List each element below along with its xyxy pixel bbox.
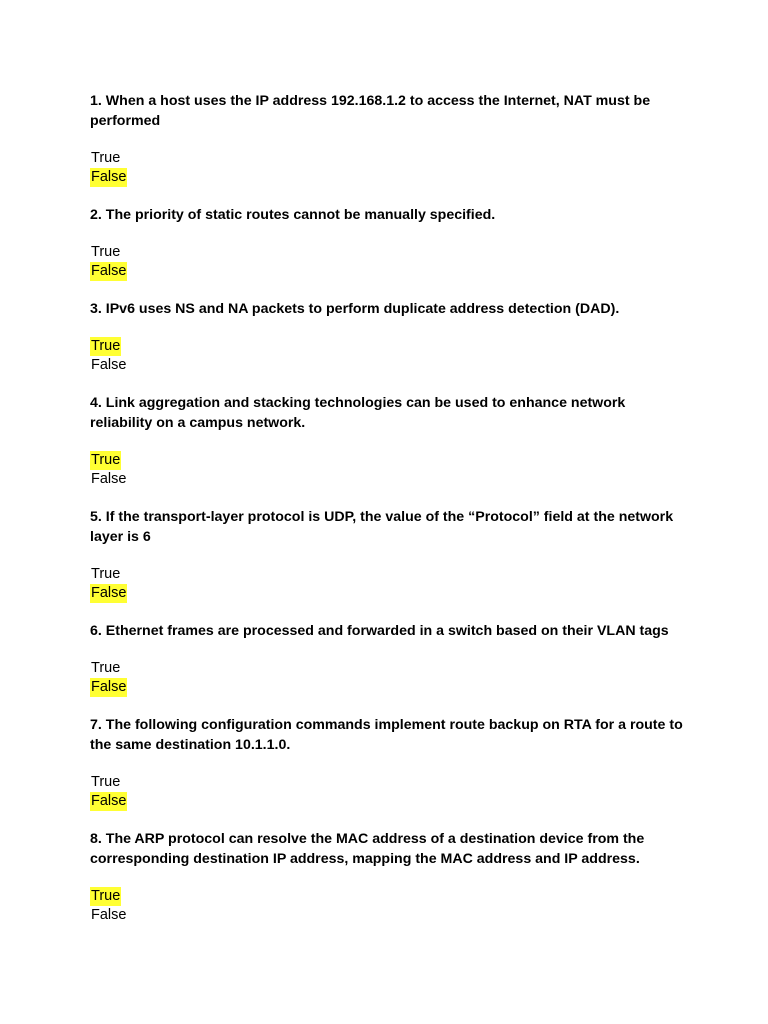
- answer-options: [90, 565, 690, 603]
- question-6: [90, 621, 690, 697]
- option-false: False: [91, 679, 127, 695]
- option-true: True: [91, 452, 121, 468]
- option-false: False: [91, 263, 127, 279]
- option-false: False: [91, 169, 127, 185]
- answer-options: [90, 451, 690, 489]
- option-true: True: [91, 660, 121, 676]
- question-text: 5. If the transport-layer protocol is UDP, the value of the “Protocol” field at the network layer is 6: [90, 509, 674, 545]
- question-text: 7. The following configuration commands implement route backup on RTA for a route to the same destination 10.1.1.0.: [90, 717, 683, 753]
- answer-options: [90, 149, 690, 187]
- question-7: [90, 715, 690, 811]
- answer-options: [90, 887, 690, 925]
- option-true: True: [91, 774, 121, 790]
- question-4: [90, 393, 690, 489]
- answer-options: [90, 337, 690, 375]
- option-false: False: [91, 585, 127, 601]
- question-text: 2. The priority of static routes cannot be manually specified.: [90, 207, 496, 223]
- question-2: [90, 205, 690, 281]
- question-text: 6. Ethernet frames are processed and forwarded in a switch based on their VLAN tags: [90, 623, 669, 639]
- answer-options: [90, 773, 690, 811]
- option-true: True: [91, 888, 121, 904]
- option-true: True: [91, 566, 121, 582]
- question-1: [90, 91, 690, 187]
- option-false: False: [91, 471, 127, 487]
- option-true: True: [91, 338, 121, 354]
- option-false: False: [91, 357, 127, 373]
- question-text: 1. When a host uses the IP address 192.168.1.2 to access the Internet, NAT must be performed: [90, 93, 651, 129]
- question-text: 3. IPv6 uses NS and NA packets to perform duplicate address detection (DAD).: [90, 301, 620, 317]
- option-true: True: [91, 150, 121, 166]
- question-text: 8. The ARP protocol can resolve the MAC address of a destination device from the corresponding destination IP address, mapping the MAC address and IP address.: [90, 831, 645, 867]
- answer-options: [90, 659, 690, 697]
- answer-options: [90, 243, 690, 281]
- document-page: [90, 91, 690, 943]
- option-true: True: [91, 244, 121, 260]
- question-3: [90, 299, 690, 375]
- question-5: [90, 507, 690, 603]
- option-false: False: [91, 907, 127, 923]
- option-false: False: [91, 793, 127, 809]
- question-8: [90, 829, 690, 925]
- question-text: 4. Link aggregation and stacking technologies can be used to enhance network reliability on a campus network.: [90, 395, 626, 431]
